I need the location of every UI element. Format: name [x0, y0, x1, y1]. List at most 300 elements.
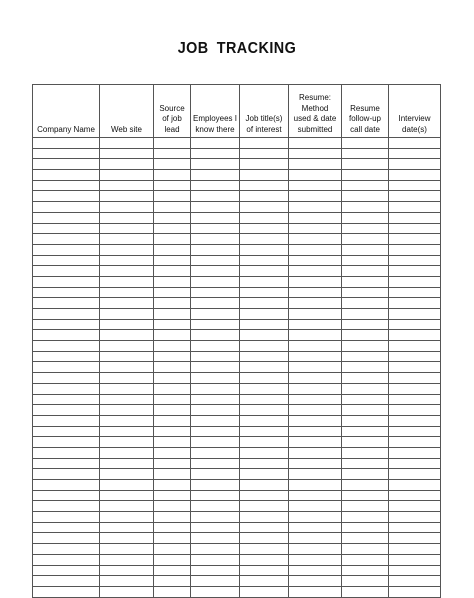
table-cell[interactable] [33, 362, 100, 373]
table-cell[interactable] [240, 180, 289, 191]
table-cell[interactable] [100, 533, 154, 544]
table-cell[interactable] [289, 138, 342, 149]
table-cell[interactable] [100, 458, 154, 469]
table-cell[interactable] [389, 469, 441, 480]
table-cell[interactable] [389, 212, 441, 223]
table-cell[interactable] [240, 341, 289, 352]
table-cell[interactable] [389, 522, 441, 533]
table-cell[interactable] [389, 202, 441, 213]
table-cell[interactable] [342, 191, 389, 202]
table-cell[interactable] [191, 309, 240, 320]
table-cell[interactable] [154, 490, 191, 501]
table-cell[interactable] [191, 458, 240, 469]
table-cell[interactable] [100, 202, 154, 213]
table-cell[interactable] [154, 554, 191, 565]
table-cell[interactable] [289, 298, 342, 309]
table-cell[interactable] [33, 480, 100, 491]
table-cell[interactable] [154, 383, 191, 394]
table-cell[interactable] [154, 362, 191, 373]
table-cell[interactable] [240, 522, 289, 533]
table-cell[interactable] [33, 501, 100, 512]
table-cell[interactable] [389, 180, 441, 191]
table-cell[interactable] [154, 426, 191, 437]
table-cell[interactable] [342, 276, 389, 287]
table-cell[interactable] [240, 234, 289, 245]
table-cell[interactable] [33, 180, 100, 191]
table-cell[interactable] [100, 170, 154, 181]
table-cell[interactable] [191, 319, 240, 330]
table-cell[interactable] [100, 180, 154, 191]
table-cell[interactable] [240, 426, 289, 437]
table-cell[interactable] [289, 480, 342, 491]
table-cell[interactable] [389, 287, 441, 298]
table-cell[interactable] [33, 437, 100, 448]
table-cell[interactable] [240, 362, 289, 373]
table-cell[interactable] [100, 447, 154, 458]
table-cell[interactable] [389, 319, 441, 330]
table-cell[interactable] [33, 373, 100, 384]
table-cell[interactable] [33, 469, 100, 480]
table-cell[interactable] [154, 437, 191, 448]
table-cell[interactable] [342, 554, 389, 565]
table-cell[interactable] [33, 138, 100, 149]
table-cell[interactable] [191, 554, 240, 565]
table-cell[interactable] [100, 512, 154, 523]
table-cell[interactable] [240, 170, 289, 181]
table-cell[interactable] [154, 191, 191, 202]
table-cell[interactable] [389, 544, 441, 555]
table-cell[interactable] [240, 351, 289, 362]
table-cell[interactable] [289, 576, 342, 587]
table-cell[interactable] [289, 223, 342, 234]
table-cell[interactable] [289, 148, 342, 159]
table-cell[interactable] [33, 512, 100, 523]
table-cell[interactable] [154, 458, 191, 469]
table-cell[interactable] [289, 234, 342, 245]
table-cell[interactable] [389, 512, 441, 523]
table-cell[interactable] [191, 298, 240, 309]
table-cell[interactable] [33, 341, 100, 352]
table-cell[interactable] [100, 244, 154, 255]
table-cell[interactable] [100, 159, 154, 170]
table-cell[interactable] [154, 469, 191, 480]
table-cell[interactable] [191, 565, 240, 576]
table-cell[interactable] [240, 469, 289, 480]
table-cell[interactable] [289, 544, 342, 555]
table-cell[interactable] [154, 341, 191, 352]
table-cell[interactable] [154, 234, 191, 245]
table-cell[interactable] [240, 223, 289, 234]
table-cell[interactable] [289, 383, 342, 394]
table-cell[interactable] [240, 437, 289, 448]
table-cell[interactable] [342, 458, 389, 469]
table-cell[interactable] [289, 180, 342, 191]
table-cell[interactable] [389, 373, 441, 384]
table-cell[interactable] [342, 298, 389, 309]
table-cell[interactable] [191, 202, 240, 213]
table-cell[interactable] [191, 223, 240, 234]
table-cell[interactable] [289, 490, 342, 501]
table-cell[interactable] [191, 266, 240, 277]
table-cell[interactable] [240, 490, 289, 501]
table-cell[interactable] [100, 234, 154, 245]
table-cell[interactable] [389, 533, 441, 544]
table-cell[interactable] [389, 458, 441, 469]
table-cell[interactable] [33, 576, 100, 587]
table-cell[interactable] [342, 426, 389, 437]
table-cell[interactable] [289, 287, 342, 298]
table-cell[interactable] [240, 512, 289, 523]
table-cell[interactable] [191, 576, 240, 587]
table-cell[interactable] [33, 191, 100, 202]
table-cell[interactable] [33, 255, 100, 266]
table-cell[interactable] [33, 544, 100, 555]
table-cell[interactable] [389, 394, 441, 405]
table-cell[interactable] [33, 565, 100, 576]
table-cell[interactable] [389, 170, 441, 181]
table-cell[interactable] [389, 223, 441, 234]
table-cell[interactable] [342, 309, 389, 320]
table-cell[interactable] [240, 287, 289, 298]
table-cell[interactable] [342, 437, 389, 448]
table-cell[interactable] [389, 138, 441, 149]
table-cell[interactable] [289, 319, 342, 330]
table-cell[interactable] [342, 512, 389, 523]
table-cell[interactable] [342, 522, 389, 533]
table-cell[interactable] [191, 586, 240, 597]
table-cell[interactable] [154, 276, 191, 287]
table-cell[interactable] [191, 426, 240, 437]
table-cell[interactable] [240, 533, 289, 544]
table-cell[interactable] [100, 276, 154, 287]
table-cell[interactable] [33, 394, 100, 405]
table-cell[interactable] [240, 383, 289, 394]
table-cell[interactable] [191, 330, 240, 341]
table-cell[interactable] [191, 341, 240, 352]
table-cell[interactable] [342, 351, 389, 362]
table-cell[interactable] [342, 373, 389, 384]
table-cell[interactable] [33, 554, 100, 565]
table-cell[interactable] [240, 244, 289, 255]
table-cell[interactable] [154, 180, 191, 191]
table-cell[interactable] [240, 159, 289, 170]
table-cell[interactable] [100, 362, 154, 373]
table-cell[interactable] [191, 480, 240, 491]
table-cell[interactable] [289, 362, 342, 373]
table-cell[interactable] [240, 373, 289, 384]
table-cell[interactable] [289, 394, 342, 405]
table-cell[interactable] [33, 234, 100, 245]
table-cell[interactable] [100, 586, 154, 597]
table-cell[interactable] [33, 298, 100, 309]
table-cell[interactable] [289, 191, 342, 202]
table-cell[interactable] [389, 554, 441, 565]
table-cell[interactable] [191, 437, 240, 448]
table-cell[interactable] [289, 447, 342, 458]
table-cell[interactable] [154, 405, 191, 416]
table-cell[interactable] [100, 287, 154, 298]
table-cell[interactable] [154, 501, 191, 512]
table-cell[interactable] [240, 191, 289, 202]
table-cell[interactable] [342, 319, 389, 330]
table-cell[interactable] [240, 586, 289, 597]
table-cell[interactable] [240, 212, 289, 223]
table-cell[interactable] [240, 576, 289, 587]
table-cell[interactable] [100, 437, 154, 448]
table-cell[interactable] [191, 212, 240, 223]
table-cell[interactable] [389, 565, 441, 576]
table-cell[interactable] [389, 426, 441, 437]
table-cell[interactable] [191, 351, 240, 362]
table-cell[interactable] [154, 309, 191, 320]
table-cell[interactable] [191, 362, 240, 373]
table-cell[interactable] [33, 330, 100, 341]
table-cell[interactable] [154, 544, 191, 555]
table-cell[interactable] [240, 255, 289, 266]
table-cell[interactable] [100, 266, 154, 277]
table-cell[interactable] [154, 223, 191, 234]
table-cell[interactable] [154, 512, 191, 523]
table-cell[interactable] [240, 415, 289, 426]
table-cell[interactable] [154, 138, 191, 149]
table-cell[interactable] [191, 148, 240, 159]
table-cell[interactable] [342, 330, 389, 341]
table-cell[interactable] [100, 212, 154, 223]
table-cell[interactable] [100, 544, 154, 555]
table-cell[interactable] [154, 244, 191, 255]
table-cell[interactable] [154, 586, 191, 597]
table-cell[interactable] [33, 533, 100, 544]
table-cell[interactable] [342, 148, 389, 159]
table-cell[interactable] [100, 298, 154, 309]
table-cell[interactable] [289, 373, 342, 384]
table-cell[interactable] [191, 180, 240, 191]
table-cell[interactable] [154, 373, 191, 384]
table-cell[interactable] [342, 362, 389, 373]
table-cell[interactable] [342, 533, 389, 544]
table-cell[interactable] [389, 244, 441, 255]
table-cell[interactable] [33, 319, 100, 330]
table-cell[interactable] [289, 309, 342, 320]
table-cell[interactable] [100, 469, 154, 480]
table-cell[interactable] [389, 405, 441, 416]
table-cell[interactable] [342, 287, 389, 298]
table-cell[interactable] [240, 405, 289, 416]
table-cell[interactable] [240, 276, 289, 287]
table-cell[interactable] [33, 202, 100, 213]
table-cell[interactable] [240, 480, 289, 491]
table-cell[interactable] [342, 266, 389, 277]
table-cell[interactable] [289, 276, 342, 287]
table-cell[interactable] [191, 544, 240, 555]
table-cell[interactable] [342, 480, 389, 491]
table-cell[interactable] [389, 341, 441, 352]
table-cell[interactable] [342, 180, 389, 191]
table-cell[interactable] [240, 330, 289, 341]
table-cell[interactable] [191, 255, 240, 266]
table-cell[interactable] [389, 576, 441, 587]
table-cell[interactable] [342, 405, 389, 416]
table-cell[interactable] [389, 234, 441, 245]
table-cell[interactable] [240, 138, 289, 149]
table-cell[interactable] [289, 405, 342, 416]
table-cell[interactable] [33, 276, 100, 287]
table-cell[interactable] [100, 138, 154, 149]
table-cell[interactable] [191, 415, 240, 426]
table-cell[interactable] [342, 383, 389, 394]
table-cell[interactable] [289, 586, 342, 597]
table-cell[interactable] [342, 223, 389, 234]
table-cell[interactable] [240, 544, 289, 555]
table-cell[interactable] [240, 319, 289, 330]
table-cell[interactable] [191, 533, 240, 544]
table-cell[interactable] [389, 383, 441, 394]
table-cell[interactable] [342, 244, 389, 255]
table-cell[interactable] [342, 170, 389, 181]
table-cell[interactable] [389, 148, 441, 159]
table-cell[interactable] [33, 447, 100, 458]
table-cell[interactable] [100, 565, 154, 576]
table-cell[interactable] [191, 159, 240, 170]
table-cell[interactable] [389, 447, 441, 458]
table-cell[interactable] [33, 212, 100, 223]
table-cell[interactable] [389, 362, 441, 373]
table-cell[interactable] [389, 266, 441, 277]
table-cell[interactable] [389, 298, 441, 309]
table-cell[interactable] [100, 223, 154, 234]
table-cell[interactable] [389, 415, 441, 426]
table-cell[interactable] [342, 159, 389, 170]
table-cell[interactable] [289, 533, 342, 544]
table-cell[interactable] [342, 138, 389, 149]
table-cell[interactable] [191, 138, 240, 149]
table-cell[interactable] [289, 415, 342, 426]
table-cell[interactable] [240, 394, 289, 405]
table-cell[interactable] [100, 405, 154, 416]
table-cell[interactable] [289, 255, 342, 266]
table-cell[interactable] [289, 512, 342, 523]
table-cell[interactable] [154, 447, 191, 458]
table-cell[interactable] [100, 255, 154, 266]
table-cell[interactable] [33, 586, 100, 597]
table-cell[interactable] [191, 244, 240, 255]
table-cell[interactable] [100, 330, 154, 341]
table-cell[interactable] [191, 501, 240, 512]
table-cell[interactable] [289, 202, 342, 213]
table-cell[interactable] [33, 223, 100, 234]
table-cell[interactable] [154, 394, 191, 405]
table-cell[interactable] [100, 351, 154, 362]
table-cell[interactable] [154, 319, 191, 330]
table-cell[interactable] [154, 202, 191, 213]
table-cell[interactable] [33, 351, 100, 362]
table-cell[interactable] [289, 522, 342, 533]
table-cell[interactable] [240, 266, 289, 277]
table-cell[interactable] [154, 159, 191, 170]
table-cell[interactable] [389, 276, 441, 287]
table-cell[interactable] [191, 170, 240, 181]
table-cell[interactable] [154, 533, 191, 544]
table-cell[interactable] [342, 490, 389, 501]
table-cell[interactable] [191, 276, 240, 287]
table-cell[interactable] [389, 191, 441, 202]
table-cell[interactable] [191, 191, 240, 202]
table-cell[interactable] [100, 309, 154, 320]
table-cell[interactable] [342, 447, 389, 458]
table-cell[interactable] [191, 447, 240, 458]
table-cell[interactable] [389, 501, 441, 512]
table-cell[interactable] [33, 522, 100, 533]
table-cell[interactable] [191, 512, 240, 523]
table-cell[interactable] [33, 458, 100, 469]
table-cell[interactable] [154, 298, 191, 309]
table-cell[interactable] [342, 544, 389, 555]
table-cell[interactable] [33, 244, 100, 255]
table-cell[interactable] [289, 341, 342, 352]
table-cell[interactable] [100, 148, 154, 159]
table-cell[interactable] [33, 309, 100, 320]
table-cell[interactable] [389, 159, 441, 170]
table-cell[interactable] [100, 480, 154, 491]
table-cell[interactable] [342, 202, 389, 213]
table-cell[interactable] [100, 394, 154, 405]
table-cell[interactable] [342, 469, 389, 480]
table-cell[interactable] [154, 565, 191, 576]
table-cell[interactable] [100, 576, 154, 587]
table-cell[interactable] [191, 490, 240, 501]
table-cell[interactable] [342, 234, 389, 245]
table-cell[interactable] [240, 565, 289, 576]
table-cell[interactable] [33, 415, 100, 426]
table-cell[interactable] [33, 490, 100, 501]
table-cell[interactable] [191, 469, 240, 480]
table-cell[interactable] [389, 480, 441, 491]
table-cell[interactable] [342, 565, 389, 576]
table-cell[interactable] [289, 159, 342, 170]
table-cell[interactable] [240, 458, 289, 469]
table-cell[interactable] [154, 480, 191, 491]
table-cell[interactable] [342, 394, 389, 405]
table-cell[interactable] [33, 170, 100, 181]
table-cell[interactable] [191, 373, 240, 384]
table-cell[interactable] [289, 212, 342, 223]
table-cell[interactable] [289, 554, 342, 565]
table-cell[interactable] [191, 383, 240, 394]
table-cell[interactable] [289, 426, 342, 437]
table-cell[interactable] [100, 490, 154, 501]
table-cell[interactable] [100, 522, 154, 533]
table-cell[interactable] [389, 586, 441, 597]
table-cell[interactable] [33, 148, 100, 159]
table-cell[interactable] [289, 244, 342, 255]
table-cell[interactable] [389, 437, 441, 448]
table-cell[interactable] [389, 351, 441, 362]
table-cell[interactable] [154, 212, 191, 223]
table-cell[interactable] [33, 287, 100, 298]
table-cell[interactable] [154, 287, 191, 298]
table-cell[interactable] [100, 319, 154, 330]
table-cell[interactable] [389, 255, 441, 266]
table-cell[interactable] [240, 501, 289, 512]
table-cell[interactable] [240, 202, 289, 213]
table-cell[interactable] [33, 426, 100, 437]
table-cell[interactable] [289, 266, 342, 277]
table-cell[interactable] [100, 191, 154, 202]
table-cell[interactable] [289, 565, 342, 576]
table-cell[interactable] [289, 458, 342, 469]
table-cell[interactable] [154, 170, 191, 181]
table-cell[interactable] [100, 501, 154, 512]
